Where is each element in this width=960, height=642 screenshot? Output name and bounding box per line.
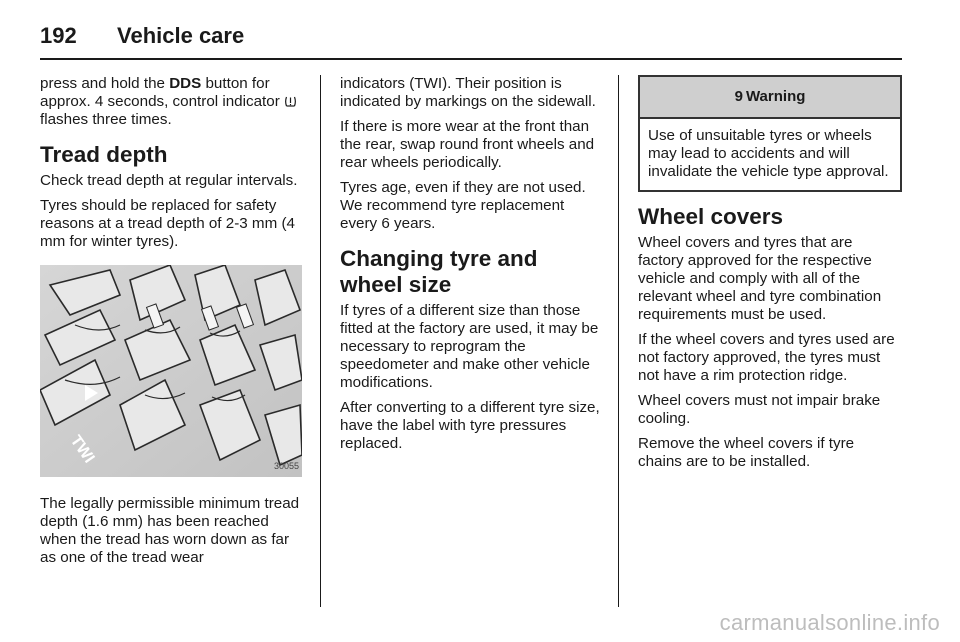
paragraph: If tyres of a different size than those fitted at the factory are used, it may be necessary to reprogram the speedometer and make other vehicle modifications. (340, 302, 599, 391)
paragraph: The legally permissible minimum tread depth (1.6 mm) has been reached when the tread has worn down as far as one of the tread wear (40, 495, 300, 566)
tyre-tread-illustration (40, 265, 302, 477)
warning-title: Warning (745, 88, 806, 105)
dds-keyword: DDS (169, 75, 202, 92)
paragraph: Tyres should be replaced for safety reasons at a tread depth of 2-3 mm (4 mm for winter tyres). (40, 197, 295, 250)
paragraph: If there is more wear at the front than the rear, swap round front wheels and rear wheels periodically. (340, 118, 595, 171)
paragraph: indicators (TWI). Their position is indicated by markings on the sidewall. (340, 75, 596, 110)
paragraph: Tyres age, even if they are not used. We recommend tyre replacement every 6 years. (340, 179, 586, 232)
paragraph: Wheel covers must not impair brake cooling. (638, 392, 881, 427)
column-2 (340, 75, 604, 460)
warning-header (640, 77, 900, 119)
paragraph: If the wheel covers and tyres used are not factory approved, the tyres must not have a rim protection ridge. (638, 331, 895, 384)
paragraph: After converting to a different tyre size, have the label with tyre pressures replaced. (340, 399, 600, 452)
text: press and hold the (40, 75, 170, 92)
column-divider (618, 75, 619, 607)
heading-wheel-covers: Wheel covers (638, 204, 784, 229)
warning-box (638, 75, 902, 192)
paragraph: Wheel covers and tyres that are factory approved for the respective vehicle and comply with all of the relevant wheel and tyre combination requirements must be used. (638, 234, 882, 323)
page-number: 192 (40, 23, 77, 48)
paragraph: Check tread depth at regular intervals. (40, 172, 298, 189)
column-divider (320, 75, 321, 607)
column-1 (40, 75, 302, 574)
paragraph (40, 75, 302, 129)
tread-drawing (40, 265, 302, 477)
text: button for approx. 4 seconds, control indicator (40, 75, 284, 110)
twi-label: TWI (66, 432, 98, 467)
page-header (40, 14, 902, 60)
column-3 (638, 75, 902, 478)
heading-tread-depth: Tread depth (40, 142, 168, 167)
tyre-pressure-warning-icon (284, 95, 297, 108)
warning-triangle-icon: 9 (734, 88, 743, 105)
figure-number: 30055 (273, 461, 299, 471)
heading-changing-tyre-size: Changing tyre and wheel size (340, 246, 538, 297)
paragraph: Remove the wheel covers if tyre chains are to be installed. (638, 435, 855, 470)
warning-text: Use of unsuitable tyres or wheels may lead to accidents and will invalidate the vehicle type approval. (648, 127, 889, 180)
text: flashes three times. (40, 111, 172, 128)
watermark: carmanualsonline.info (719, 610, 940, 635)
section-title: Vehicle care (117, 23, 245, 48)
